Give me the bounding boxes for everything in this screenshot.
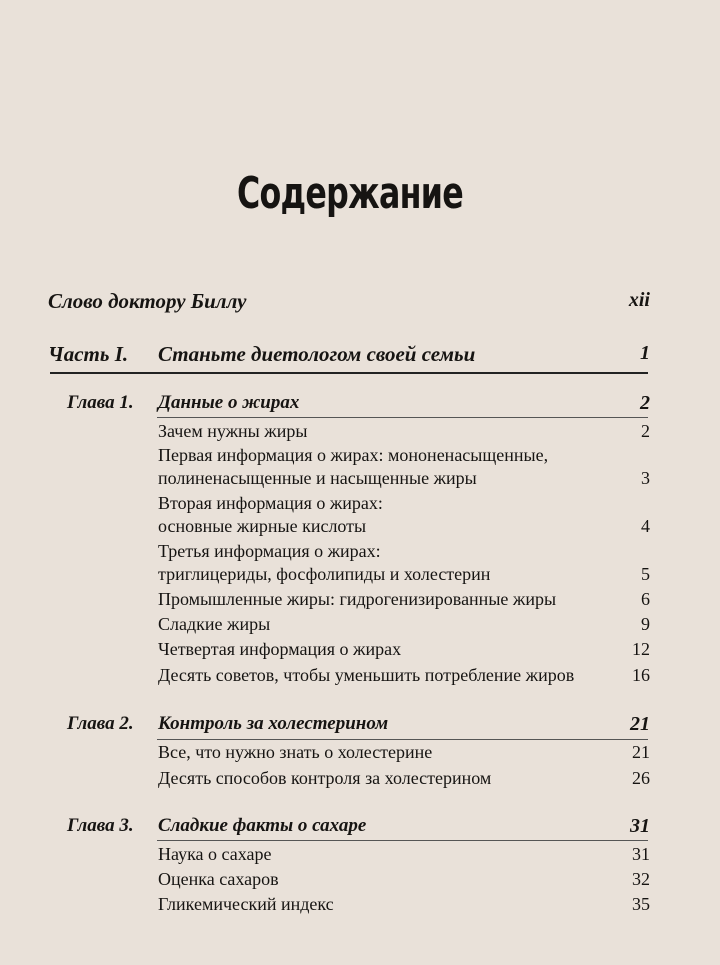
section-page: 6 [641, 589, 650, 609]
section-title: Наука о сахаре [158, 844, 272, 864]
section-title: Десять способов контроля за холестерином [158, 768, 492, 788]
part-title: Станьте диетологом своей семьи [158, 342, 476, 366]
chapter-label: Глава 1. [67, 392, 134, 413]
section-title: Третья информация о жирах: [158, 541, 381, 561]
section-title: Зачем нужны жиры [158, 421, 308, 441]
section-title: Сладкие жиры [158, 614, 271, 634]
section-title: Десять советов, чтобы уменьшить потребление жиров [158, 665, 575, 685]
chapter-page: 21 [630, 713, 650, 735]
chapter-title: Сладкие факты о сахаре [158, 815, 367, 836]
chapter-rule [157, 417, 648, 418]
chapter-label: Глава 3. [67, 815, 134, 836]
chapter-title: Контроль за холестерином [158, 713, 389, 734]
section-page: 5 [641, 564, 650, 584]
section-page: 31 [632, 844, 650, 864]
section-page: 35 [632, 894, 650, 914]
chapter-title: Данные о жирах [158, 392, 300, 413]
section-page: 12 [632, 639, 650, 659]
section-title: Четвертая информация о жирах [158, 639, 402, 659]
section-page: 32 [632, 869, 650, 889]
chapter-page: 2 [640, 392, 650, 414]
section-page: 9 [641, 614, 650, 634]
section-title: Все, что нужно знать о холестерине [158, 742, 433, 762]
section-page: 2 [641, 421, 650, 441]
section-title: Гликемический индекс [158, 894, 334, 914]
section-page: 21 [632, 742, 650, 762]
section-title-cont: триглицериды, фосфолипиды и холестерин [158, 564, 491, 584]
section-page: 26 [632, 768, 650, 788]
part-label: Часть I. [48, 342, 129, 366]
section-title: Промышленные жиры: гидрогенизированные жиры [158, 589, 557, 609]
chapter-label: Глава 2. [67, 713, 134, 734]
chapter-rule [157, 840, 648, 841]
foreword-page: xii [628, 289, 650, 311]
section-title-cont: полиненасыщенные и насыщенные жиры [158, 468, 477, 488]
part-page: 1 [640, 342, 650, 364]
section-title: Оценка сахаров [158, 869, 279, 889]
section-page: 4 [641, 516, 650, 536]
foreword-title: Слово доктору Биллу [48, 289, 247, 313]
part-rule [50, 372, 648, 374]
page-title: Содержание [236, 168, 464, 219]
section-title-cont: основные жирные кислоты [158, 516, 367, 536]
section-title: Вторая информация о жирах: [158, 493, 383, 513]
section-title: Первая информация о жирах: мононенасыщенные, [158, 445, 549, 465]
chapter-page: 31 [630, 815, 650, 837]
section-page: 3 [641, 468, 650, 488]
section-page: 16 [632, 665, 650, 685]
